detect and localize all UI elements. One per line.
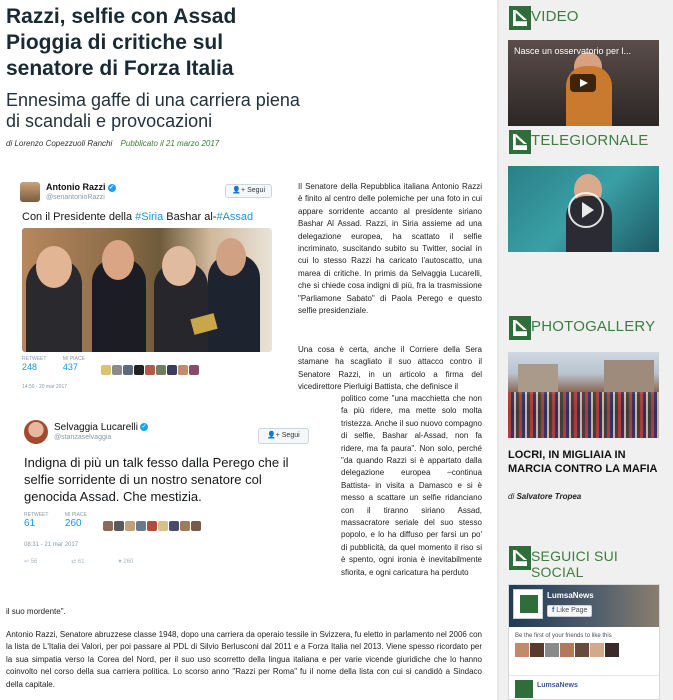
facebook-page-name[interactable]: LumsaNews bbox=[547, 591, 594, 600]
follow-user-icon: 👤+ bbox=[232, 187, 246, 194]
friend-avatars bbox=[515, 643, 620, 662]
hashtag-link[interactable]: #Assad bbox=[216, 211, 254, 223]
tweet-author-handle[interactable]: @stanzaselvaggia bbox=[54, 434, 112, 441]
verified-icon: ✓ bbox=[141, 424, 147, 431]
publish-date: Pubblicato il 21 marzo 2017 bbox=[120, 139, 220, 148]
retweet-count[interactable]: RETWEET 61 bbox=[24, 512, 49, 529]
like-count[interactable]: MI PIACE 437 bbox=[62, 356, 85, 372]
article-title: Razzi, selfie con Assad Pioggia di critiche sul senatore di Forza Italia bbox=[6, 5, 237, 80]
post-page-name[interactable]: LumsaNews bbox=[537, 682, 578, 689]
avatar[interactable] bbox=[24, 420, 48, 444]
byline bbox=[6, 139, 219, 148]
tweet-header bbox=[20, 180, 276, 208]
liker-avatars bbox=[101, 362, 200, 380]
sidebar bbox=[499, 0, 673, 700]
retweet-count[interactable]: RETWEET 248 bbox=[22, 356, 47, 372]
article-paragraph: politico come "una macchietta che non fa più ridere, ma mette solo molta tristezza. Anche il suo nuovo compagno di selfie, Bashar al-Assad, non fa ridere, ma fa paura". Non solo, perché "da quando Razzi si è appartato dalla delegazione europea –continua Battista- in visita a Damasco e si è messo a scattare un selfie ridanciano con il tiranno siriano Assad, massacratore seriale del suo stesso popolo, e lo ha diffuso per farsi un po' di pubblicità, da quel momento il riso si è spento, ogni ironia è inevitabilmente sfiorita, e ogni caricatura ha perduto bbox=[341, 394, 482, 577]
lumsa-section-icon bbox=[509, 316, 531, 340]
like-page-button[interactable]: f Like Page bbox=[547, 605, 592, 617]
avatar[interactable] bbox=[20, 182, 40, 202]
play-icon[interactable] bbox=[568, 192, 604, 228]
photogallery-headline[interactable]: LOCRI, IN MIGLIAIA IN MARCIA CONTRO LA MAFIA bbox=[508, 449, 658, 475]
section-header-telegiornale[interactable] bbox=[509, 130, 673, 156]
hashtag-link[interactable]: #Siria bbox=[135, 211, 164, 223]
page-logo[interactable] bbox=[513, 589, 543, 619]
section-title: TELEGIORNALE bbox=[531, 132, 649, 149]
verified-icon: ✓ bbox=[108, 184, 115, 191]
lumsa-section-icon bbox=[509, 6, 531, 30]
tweet-stats bbox=[22, 356, 200, 380]
tweet-photo[interactable] bbox=[22, 228, 272, 352]
video-caption[interactable]: Nasce un osservatorio per l... bbox=[514, 46, 632, 56]
section-title: PHOTOGALLERY bbox=[531, 318, 656, 335]
embedded-tweet-razzi[interactable] bbox=[14, 176, 282, 398]
section-header-video[interactable] bbox=[509, 6, 673, 32]
tweet-timestamp[interactable]: 08:31 - 21 mar 2017 bbox=[24, 542, 79, 548]
tweet-timestamp[interactable]: 14:50 - 20 mar 2017 bbox=[22, 384, 68, 390]
tweet-author-name[interactable]: Selvaggia Lucarelli ✓ bbox=[54, 422, 147, 433]
follow-button[interactable]: 👤+ Segui bbox=[258, 428, 309, 444]
photogallery-author: di Salvatore Tropea bbox=[508, 492, 582, 501]
reply-action[interactable]: ↩ 56 bbox=[24, 559, 38, 565]
telegiornale-thumbnail[interactable] bbox=[508, 166, 659, 252]
article-paragraph: Antonio Razzi, Senatore abruzzese classe 1948, dopo una carriera da operaio tessile in Svizzera, fu eletto in parlamento nel 2006 con la lista de L'Italia dei Valori, per poi passare al PDL di Silvio Berlusconi dal 2011 e a Forza Italia nel 2013. Viene spesso ricordato per la sua simpatia verso la Corea del Nord, per il suo uso scorretto della lingua italiana e per varie vicende giuridiche che lo hanno coinvolto nel corso della sua carriera politica. Lo scorso anno "Razzi per Roma" fu il nome della lista con cui si candidò a Sindaco della capitale. bbox=[6, 630, 482, 689]
liker-avatars bbox=[103, 518, 202, 536]
section-header-photogallery[interactable] bbox=[509, 316, 673, 342]
lumsa-section-icon bbox=[509, 130, 531, 154]
tweet-actions bbox=[24, 558, 165, 565]
like-count[interactable]: MI PIACE 260 bbox=[64, 512, 87, 529]
photogallery-thumbnail[interactable] bbox=[508, 352, 659, 438]
video-thumbnail[interactable] bbox=[508, 40, 659, 126]
play-icon[interactable] bbox=[570, 74, 596, 92]
follow-button[interactable]: 👤+ Segui bbox=[225, 184, 272, 198]
article-subtitle: Ennesima gaffe di una carriera piena di scandali e provocazioni bbox=[6, 90, 300, 131]
friends-like-text: Be the first of your friends to like this bbox=[515, 633, 612, 639]
section-header-social[interactable] bbox=[509, 546, 673, 580]
follow-user-icon: 👤+ bbox=[267, 432, 280, 439]
page-logo bbox=[515, 680, 533, 698]
lumsa-section-icon bbox=[509, 546, 531, 570]
article-paragraph: Il Senatore della Repubblica italiana Antonio Razzi è finito al centro delle polemiche per una foto in cui appare sorridente accanto al presidente siriano Bashar Al Assad. Razzi, in Siria assieme ad una delegazione europea, ha scattato il selfie incriminato, suscitando subito su Twitter, social in cui lo stesso Razzi ha caricato l'autoscatto, una marea di critiche. In primis da Selvaggia Lucarelli, che si chiede cosa indigni di più, fra la trasmissione "Parliamone Sabato" di Paola Perego e questo selfie presidenziale. bbox=[298, 182, 482, 316]
tweet-text: Con il Presidente della #Siria Bashar al-#Assad bbox=[22, 211, 254, 223]
retweet-action[interactable]: ⇄ 61 bbox=[71, 559, 85, 565]
like-action[interactable]: ♥ 260 bbox=[118, 559, 134, 565]
tweet-stats bbox=[24, 512, 202, 536]
embedded-tweet-lucarelli[interactable] bbox=[14, 412, 314, 572]
tweet-author-name[interactable]: Antonio Razzi ✓ bbox=[46, 182, 115, 192]
section-title: VIDEO bbox=[531, 8, 579, 25]
facebook-icon: f bbox=[552, 607, 555, 614]
facebook-page-widget[interactable] bbox=[508, 584, 660, 700]
facebook-post-preview[interactable] bbox=[509, 675, 660, 700]
section-title: SEGUICI SUI SOCIAL bbox=[531, 548, 618, 580]
article-paragraph: Una cosa è certa, anche il Corriere della Sera stamane ha scagliato il suo attacco contro il Senatore Razzi, in un articolo a firma del vicedirettore Pierluigi Battista, che definisce il bbox=[298, 345, 482, 392]
tweet-author-handle[interactable]: @senantonioRazzi bbox=[46, 194, 105, 201]
article-paragraph: il suo mordente". bbox=[6, 607, 66, 616]
tweet-text: Indigna di più un talk fesso dalla Perego che il selfie sorridente di un nostro senatore col genocida Assad. Che mestizia. bbox=[24, 455, 289, 504]
author[interactable]: di Lorenzo Copezzuoli Ranchi bbox=[6, 139, 113, 148]
